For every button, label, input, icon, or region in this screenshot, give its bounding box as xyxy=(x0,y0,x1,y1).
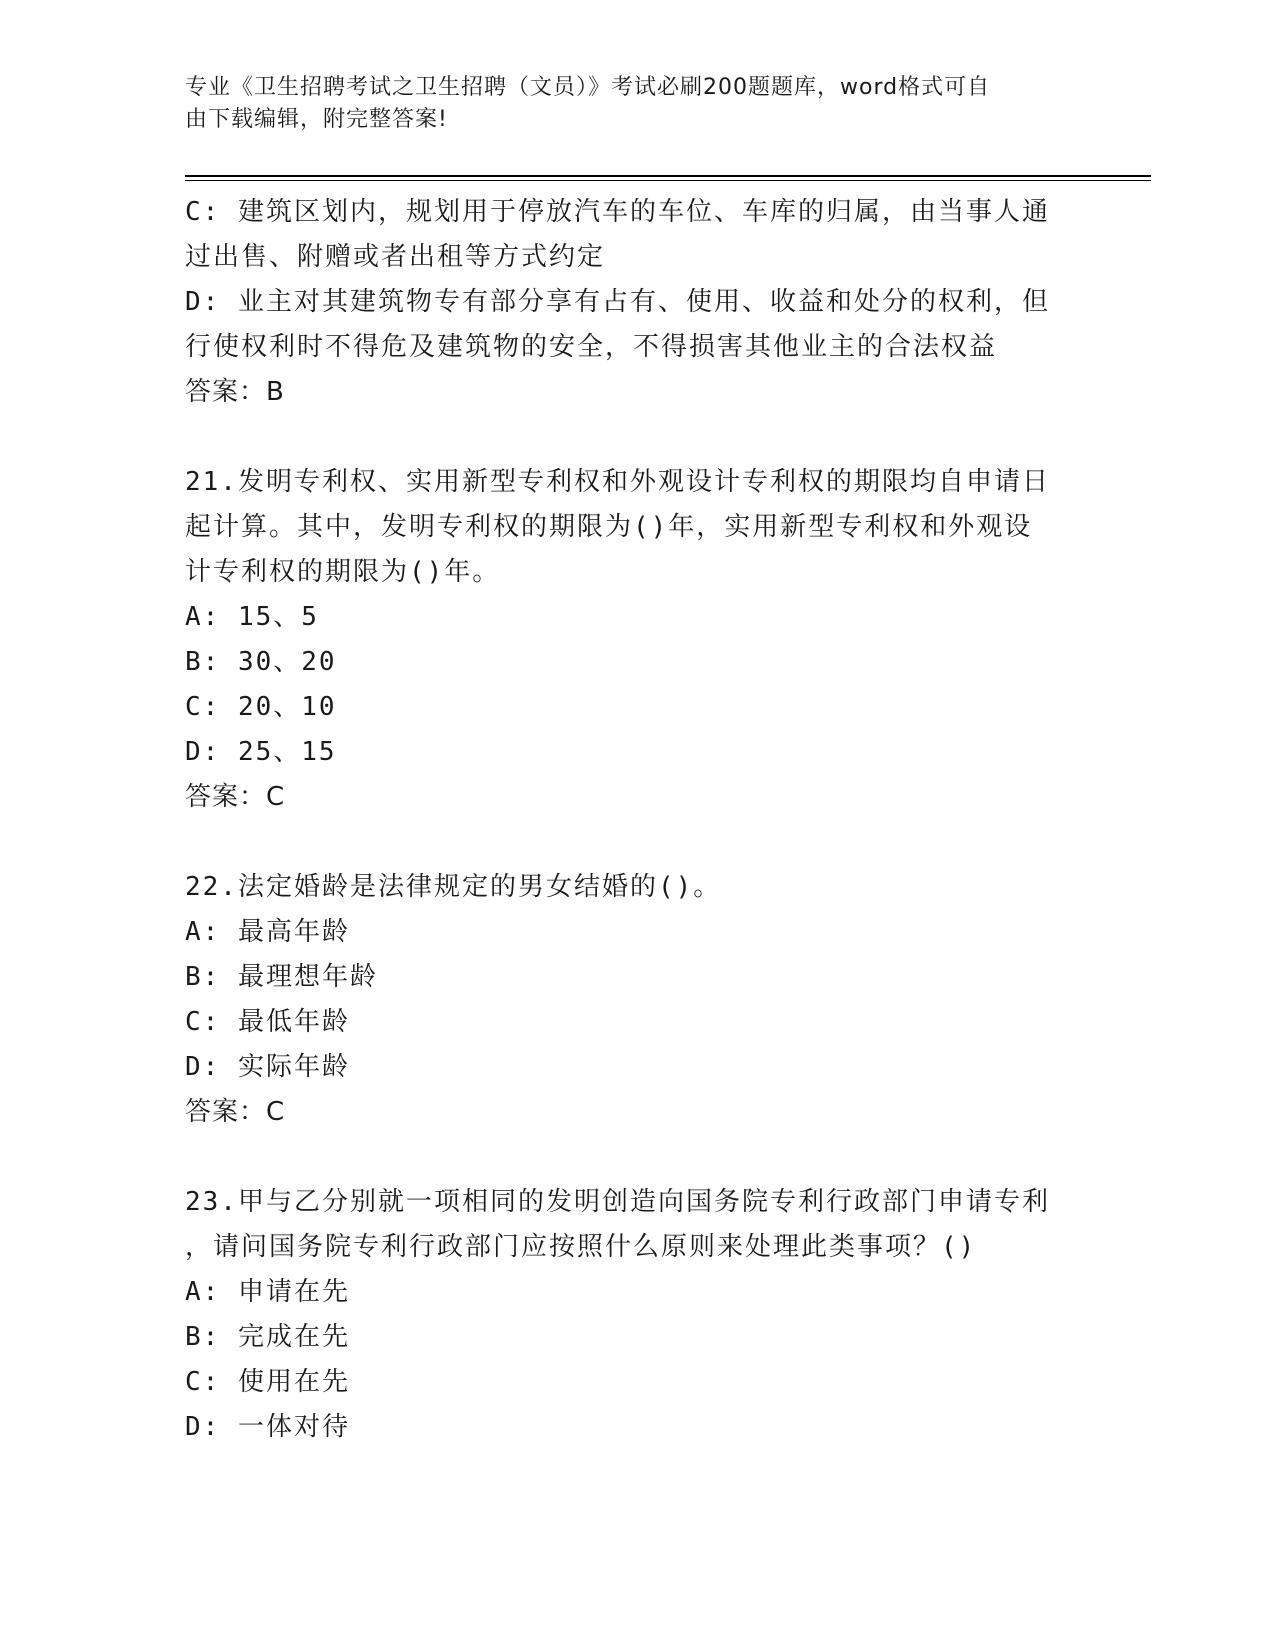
option-d-continued: 行使权利时不得危及建筑物的安全，不得损害其他业主的合法权益 xyxy=(185,332,998,362)
option-b: B: 最理想年龄 xyxy=(185,962,378,992)
option-d: D: 实际年龄 xyxy=(185,1052,350,1082)
option-d: D: 业主对其建筑物专有部分享有占有、使用、收益和处分的权利，但 xyxy=(185,287,1050,317)
answer-label: 答案：B xyxy=(185,377,285,407)
option-c: C: 20、10 xyxy=(185,692,337,722)
option-d: D: 一体对待 xyxy=(185,1412,350,1442)
option-b: B: 完成在先 xyxy=(185,1322,350,1352)
header-divider-thin xyxy=(185,180,1151,181)
option-c: C: 使用在先 xyxy=(185,1367,350,1397)
answer-label: 答案：C xyxy=(185,782,286,812)
header-divider-thick xyxy=(185,175,1151,177)
option-c: C: 建筑区划内，规划用于停放汽车的车位、车库的归属，由当事人通 xyxy=(185,197,1050,227)
question-stem: 21.发明专利权、实用新型专利权和外观设计专利权的期限均自申请日 xyxy=(185,467,1050,497)
option-a: A: 最高年龄 xyxy=(185,917,350,947)
question-block-23 xyxy=(185,1180,1065,1450)
option-b: B: 30、20 xyxy=(185,647,337,677)
question-block-21 xyxy=(185,460,1065,820)
question-stem: 22.法定婚龄是法律规定的男女结婚的()。 xyxy=(185,872,722,902)
option-a: A: 申请在先 xyxy=(185,1277,350,1307)
option-c: C: 最低年龄 xyxy=(185,1007,350,1037)
header-title-line-2: 由下载编辑，附完整答案! xyxy=(185,107,448,132)
question-stem-continued: 计专利权的期限为()年。 xyxy=(185,557,501,587)
question-stem-continued: 起计算。其中，发明专利权的期限为()年，实用新型专利权和外观设 xyxy=(185,512,1033,542)
option-d: D: 25、15 xyxy=(185,737,337,767)
question-stem: 23.甲与乙分别就一项相同的发明创造向国务院专利行政部门申请专利 xyxy=(185,1187,1050,1217)
document-header xyxy=(185,72,1065,136)
answer-label: 答案：C xyxy=(185,1097,286,1127)
header-title-line-1: 专业《卫生招聘考试之卫生招聘（文员）》考试必刷200题题库，word格式可自 xyxy=(185,75,991,100)
question-stem-continued: ，请问国务院专利行政部门应按照什么原则来处理此类事项？() xyxy=(185,1232,977,1262)
question-block-22 xyxy=(185,865,1065,1135)
question-block-20-continued xyxy=(185,190,1065,415)
question-content xyxy=(185,190,1065,1450)
option-a: A: 15、5 xyxy=(185,602,319,632)
option-c-continued: 过出售、附赠或者出租等方式约定 xyxy=(185,242,606,272)
